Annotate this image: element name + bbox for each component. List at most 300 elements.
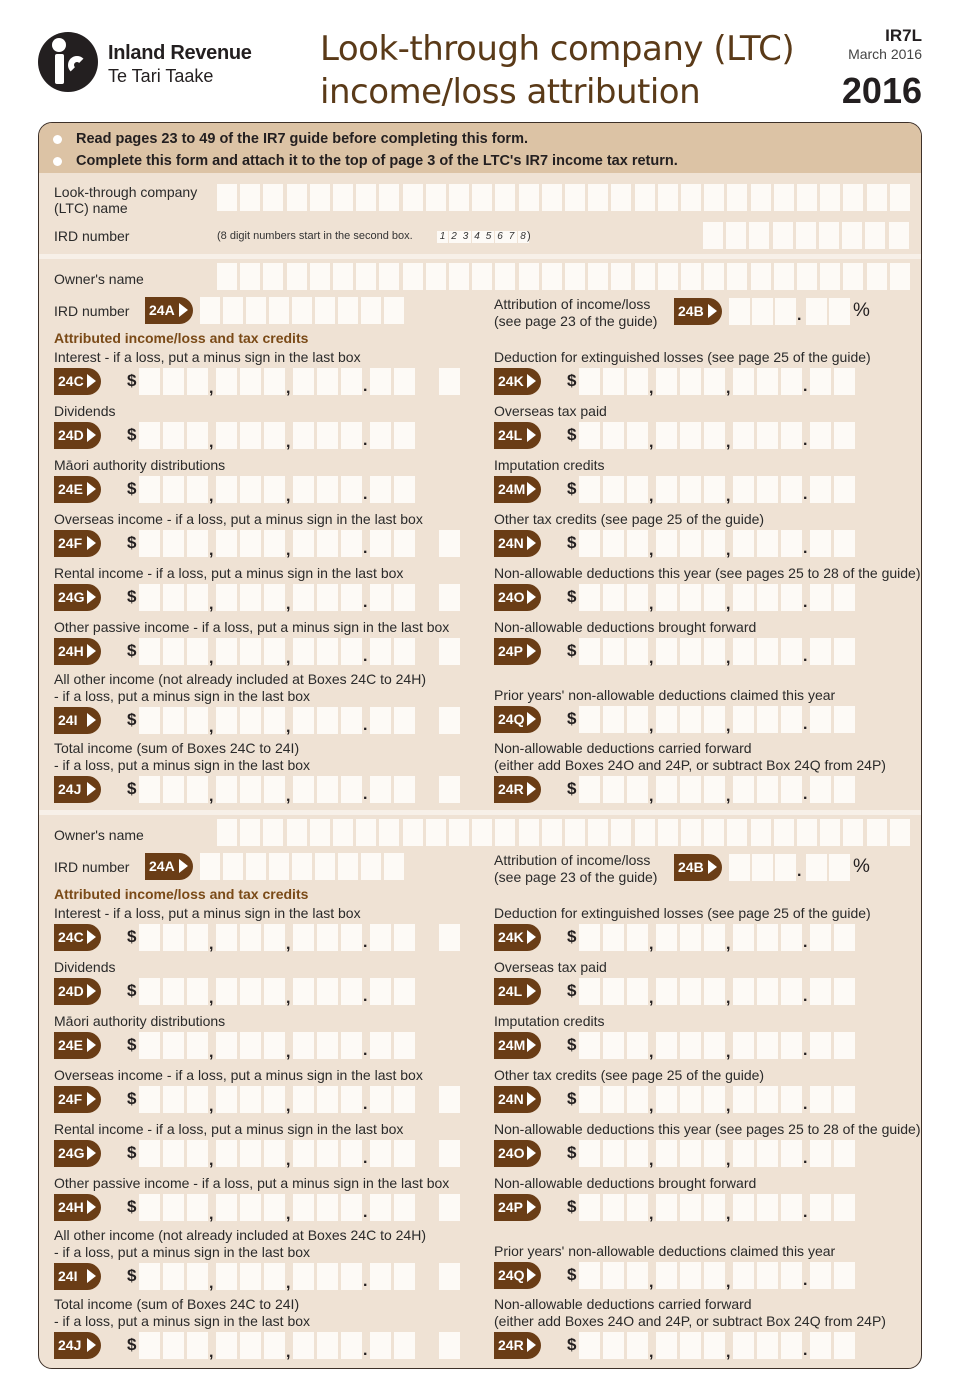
field-24e-cents-box[interactable] [370,476,391,503]
owner-name-char-box[interactable] [519,263,539,290]
field-24o-digit-box[interactable] [603,1140,624,1167]
field-24c-digit-box[interactable] [139,924,160,951]
field-24g-digit-box[interactable] [139,1140,160,1167]
ltc-name-char-box[interactable] [704,184,724,211]
field-24d-digit-box[interactable] [216,422,237,449]
field-24p-digit-box[interactable] [627,638,648,665]
field-24m-cents-box[interactable] [810,476,831,503]
field-24h-digit-box[interactable] [264,638,285,665]
field-24k-digit-box[interactable] [656,924,677,951]
owner-name-char-box[interactable] [774,819,794,846]
owner-name-char-box[interactable] [751,819,771,846]
owner-name-char-box[interactable] [472,263,492,290]
owner-name-char-box[interactable] [495,819,515,846]
field-24h-digit-box[interactable] [163,638,184,665]
field-24r-digit-box[interactable] [781,776,802,803]
field-24g-sign-box[interactable] [439,1140,460,1167]
field-24g-digit-box[interactable] [264,584,285,611]
field-24d-digit-box[interactable] [240,978,261,1005]
field-24o-cents-box[interactable] [810,1140,831,1167]
owner-name-char-box[interactable] [774,263,794,290]
owner-name-char-box[interactable] [565,263,585,290]
field-24l-cents-box[interactable] [810,978,831,1005]
field-24r-digit-box[interactable] [704,1332,725,1359]
field-24r-digit-box[interactable] [656,776,677,803]
ltc-ird-digit-box[interactable] [703,222,723,249]
field-24r-digit-box[interactable] [627,776,648,803]
field-24j-digit-box[interactable] [341,776,362,803]
field-24h-cents-box[interactable] [370,1194,391,1221]
field-24l-digit-box[interactable] [781,978,802,1005]
field-24h-digit-box[interactable] [341,638,362,665]
owner-name-char-box[interactable] [217,819,237,846]
field-24k-digit-box[interactable] [704,368,725,395]
field-24m-cents-box[interactable] [810,1032,831,1059]
field-24j-digit-box[interactable] [264,776,285,803]
field-24j-digit-box[interactable] [187,776,208,803]
field-24e-digit-box[interactable] [240,476,261,503]
ltc-name-char-box[interactable] [333,184,353,211]
owner-name-char-box[interactable] [356,263,376,290]
field-24q-cents-box[interactable] [810,1262,831,1289]
field-24h-digit-box[interactable] [163,1194,184,1221]
field-24o-digit-box[interactable] [680,1140,701,1167]
field-24d-digit-box[interactable] [264,978,285,1005]
field-24k-digit-box[interactable] [579,368,600,395]
field-24p-digit-box[interactable] [603,1194,624,1221]
owner-name-char-box[interactable] [611,263,631,290]
ltc-name-char-box[interactable] [519,184,539,211]
field-24c-digit-box[interactable] [240,924,261,951]
field-24i-digit-box[interactable] [240,707,261,734]
field-24n-digit-box[interactable] [627,1086,648,1113]
field-24m-digit-box[interactable] [733,476,754,503]
owner-name-char-box[interactable] [658,263,678,290]
field-24l-digit-box[interactable] [603,422,624,449]
field-24n-digit-box[interactable] [733,530,754,557]
field-24g-digit-box[interactable] [240,1140,261,1167]
field-24m-cents-box[interactable] [834,1032,855,1059]
field-24p-digit-box[interactable] [781,638,802,665]
owner-name-char-box[interactable] [588,263,608,290]
ltc-name-char-box[interactable] [449,184,469,211]
field-24q-digit-box[interactable] [704,706,725,733]
ltc-ird-digit-box[interactable] [796,222,816,249]
field-24i-cents-box[interactable] [394,707,415,734]
field-24l-cents-box[interactable] [834,422,855,449]
owner-name-char-box[interactable] [727,263,747,290]
field-24i-digit-box[interactable] [187,1263,208,1290]
field-24p-cents-box[interactable] [810,638,831,665]
owner-ird-digit-box[interactable] [269,297,289,324]
field-24p-digit-box[interactable] [680,1194,701,1221]
owner-name-char-box[interactable] [240,819,260,846]
field-24j-digit-box[interactable] [163,1332,184,1359]
field-24n-cents-box[interactable] [834,530,855,557]
field-24i-digit-box[interactable] [163,1263,184,1290]
field-24e-digit-box[interactable] [163,1032,184,1059]
field-24g-digit-box[interactable] [187,1140,208,1167]
field-24c-digit-box[interactable] [264,924,285,951]
field-24r-digit-box[interactable] [757,1332,778,1359]
field-24o-digit-box[interactable] [704,1140,725,1167]
field-24f-cents-box[interactable] [394,1086,415,1113]
field-24r-digit-box[interactable] [680,776,701,803]
field-24r-cents-box[interactable] [810,776,831,803]
field-24l-digit-box[interactable] [733,422,754,449]
ltc-name-char-box[interactable] [727,184,747,211]
field-24h-digit-box[interactable] [341,1194,362,1221]
owner-name-char-box[interactable] [681,819,701,846]
field-24i-digit-box[interactable] [264,707,285,734]
field-24i-digit-box[interactable] [341,707,362,734]
field-24d-digit-box[interactable] [163,422,184,449]
field-24q-cents-box[interactable] [810,706,831,733]
field-24d-cents-box[interactable] [394,978,415,1005]
field-24h-digit-box[interactable] [317,1194,338,1221]
field-24j-digit-box[interactable] [264,1332,285,1359]
field-24f-digit-box[interactable] [187,1086,208,1113]
ltc-name-char-box[interactable] [217,184,237,211]
field-24g-digit-box[interactable] [341,1140,362,1167]
owner-name-char-box[interactable] [217,263,237,290]
field-24l-digit-box[interactable] [603,978,624,1005]
ltc-name-char-box[interactable] [843,184,863,211]
owner-name-char-box[interactable] [495,263,515,290]
field-24q-digit-box[interactable] [579,1262,600,1289]
field-24o-digit-box[interactable] [656,584,677,611]
ltc-name-char-box[interactable] [820,184,840,211]
field-24h-cents-box[interactable] [394,1194,415,1221]
field-24k-cents-box[interactable] [834,368,855,395]
field-24e-digit-box[interactable] [341,476,362,503]
field-24p-cents-box[interactable] [810,1194,831,1221]
field-24k-digit-box[interactable] [680,368,701,395]
attribution-decimal-box[interactable] [829,854,850,881]
field-24o-digit-box[interactable] [757,584,778,611]
field-24j-digit-box[interactable] [240,1332,261,1359]
ltc-ird-digit-box[interactable] [819,222,839,249]
field-24q-digit-box[interactable] [757,1262,778,1289]
owner-name-char-box[interactable] [890,819,910,846]
field-24f-digit-box[interactable] [264,530,285,557]
field-24m-digit-box[interactable] [579,1032,600,1059]
field-24i-digit-box[interactable] [216,1263,237,1290]
field-24q-digit-box[interactable] [781,1262,802,1289]
field-24q-digit-box[interactable] [733,1262,754,1289]
field-24q-digit-box[interactable] [656,706,677,733]
field-24i-sign-box[interactable] [439,707,460,734]
field-24h-digit-box[interactable] [317,638,338,665]
field-24d-digit-box[interactable] [163,978,184,1005]
field-24i-digit-box[interactable] [293,1263,314,1290]
field-24m-digit-box[interactable] [603,1032,624,1059]
ltc-name-char-box[interactable] [356,184,376,211]
field-24r-digit-box[interactable] [781,1332,802,1359]
owner-name-char-box[interactable] [263,819,283,846]
owner-name-char-box[interactable] [704,263,724,290]
field-24f-digit-box[interactable] [187,530,208,557]
field-24c-digit-box[interactable] [293,924,314,951]
field-24c-digit-box[interactable] [341,924,362,951]
field-24f-sign-box[interactable] [439,1086,460,1113]
field-24d-digit-box[interactable] [341,422,362,449]
ltc-name-char-box[interactable] [658,184,678,211]
ltc-name-char-box[interactable] [495,184,515,211]
field-24c-digit-box[interactable] [216,924,237,951]
field-24d-digit-box[interactable] [264,422,285,449]
field-24m-digit-box[interactable] [757,1032,778,1059]
field-24l-cents-box[interactable] [834,978,855,1005]
field-24q-digit-box[interactable] [781,706,802,733]
field-24j-digit-box[interactable] [240,776,261,803]
field-24c-sign-box[interactable] [439,368,460,395]
field-24p-digit-box[interactable] [579,1194,600,1221]
field-24d-cents-box[interactable] [370,978,391,1005]
field-24f-digit-box[interactable] [240,1086,261,1113]
field-24p-digit-box[interactable] [656,638,677,665]
field-24k-digit-box[interactable] [757,924,778,951]
field-24c-digit-box[interactable] [163,368,184,395]
field-24g-digit-box[interactable] [216,584,237,611]
field-24h-digit-box[interactable] [293,1194,314,1221]
field-24f-digit-box[interactable] [240,530,261,557]
field-24i-cents-box[interactable] [370,707,391,734]
field-24j-cents-box[interactable] [394,1332,415,1359]
field-24j-digit-box[interactable] [139,776,160,803]
field-24m-digit-box[interactable] [781,1032,802,1059]
field-24h-digit-box[interactable] [240,1194,261,1221]
field-24i-sign-box[interactable] [439,1263,460,1290]
ltc-name-char-box[interactable] [774,184,794,211]
field-24f-digit-box[interactable] [341,530,362,557]
field-24k-digit-box[interactable] [627,368,648,395]
owner-name-char-box[interactable] [472,819,492,846]
owner-ird-digit-box[interactable] [384,297,404,324]
owner-ird-digit-box[interactable] [384,853,404,880]
owner-name-char-box[interactable] [310,819,330,846]
field-24c-digit-box[interactable] [317,368,338,395]
field-24d-digit-box[interactable] [187,422,208,449]
field-24j-digit-box[interactable] [317,776,338,803]
field-24e-cents-box[interactable] [394,476,415,503]
field-24g-cents-box[interactable] [394,584,415,611]
field-24e-digit-box[interactable] [293,476,314,503]
owner-name-char-box[interactable] [287,819,307,846]
field-24o-digit-box[interactable] [781,584,802,611]
field-24p-cents-box[interactable] [834,638,855,665]
field-24r-digit-box[interactable] [579,1332,600,1359]
owner-name-char-box[interactable] [263,263,283,290]
field-24n-digit-box[interactable] [579,1086,600,1113]
owner-name-char-box[interactable] [704,819,724,846]
field-24i-digit-box[interactable] [187,707,208,734]
field-24i-digit-box[interactable] [317,1263,338,1290]
field-24f-digit-box[interactable] [317,530,338,557]
owner-ird-digit-box[interactable] [315,297,335,324]
field-24n-digit-box[interactable] [680,530,701,557]
owner-name-char-box[interactable] [403,819,423,846]
field-24i-digit-box[interactable] [139,707,160,734]
field-24r-digit-box[interactable] [579,776,600,803]
field-24m-digit-box[interactable] [627,476,648,503]
field-24f-digit-box[interactable] [293,1086,314,1113]
field-24e-digit-box[interactable] [317,1032,338,1059]
field-24n-digit-box[interactable] [603,1086,624,1113]
field-24m-digit-box[interactable] [680,476,701,503]
field-24l-digit-box[interactable] [781,422,802,449]
owner-name-char-box[interactable] [611,819,631,846]
field-24g-cents-box[interactable] [394,1140,415,1167]
ltc-name-char-box[interactable] [263,184,283,211]
owner-ird-digit-box[interactable] [223,853,243,880]
owner-name-char-box[interactable] [240,263,260,290]
ltc-name-char-box[interactable] [403,184,423,211]
field-24j-cents-box[interactable] [370,1332,391,1359]
ltc-name-char-box[interactable] [797,184,817,211]
field-24l-digit-box[interactable] [579,422,600,449]
field-24m-digit-box[interactable] [627,1032,648,1059]
field-24p-digit-box[interactable] [757,1194,778,1221]
field-24k-digit-box[interactable] [757,368,778,395]
field-24r-cents-box[interactable] [834,1332,855,1359]
field-24n-digit-box[interactable] [579,530,600,557]
owner-name-char-box[interactable] [635,263,655,290]
field-24e-digit-box[interactable] [163,476,184,503]
field-24o-cents-box[interactable] [834,1140,855,1167]
attribution-decimal-box[interactable] [829,298,850,325]
field-24e-digit-box[interactable] [240,1032,261,1059]
field-24o-cents-box[interactable] [834,584,855,611]
field-24m-cents-box[interactable] [834,476,855,503]
field-24k-cents-box[interactable] [810,368,831,395]
field-24l-digit-box[interactable] [757,978,778,1005]
field-24i-digit-box[interactable] [341,1263,362,1290]
field-24o-digit-box[interactable] [627,1140,648,1167]
field-24m-digit-box[interactable] [579,476,600,503]
owner-name-char-box[interactable] [820,263,840,290]
field-24o-digit-box[interactable] [579,584,600,611]
field-24l-digit-box[interactable] [680,978,701,1005]
ltc-name-char-box[interactable] [426,184,446,211]
owner-ird-digit-box[interactable] [292,853,312,880]
field-24e-cents-box[interactable] [394,1032,415,1059]
field-24n-digit-box[interactable] [704,530,725,557]
field-24j-digit-box[interactable] [341,1332,362,1359]
field-24e-digit-box[interactable] [187,1032,208,1059]
field-24p-digit-box[interactable] [579,638,600,665]
owner-name-char-box[interactable] [542,819,562,846]
field-24e-digit-box[interactable] [187,476,208,503]
field-24f-cents-box[interactable] [370,530,391,557]
field-24h-cents-box[interactable] [394,638,415,665]
field-24c-sign-box[interactable] [439,924,460,951]
field-24f-cents-box[interactable] [370,1086,391,1113]
field-24h-digit-box[interactable] [216,1194,237,1221]
owner-name-char-box[interactable] [727,819,747,846]
owner-name-char-box[interactable] [449,263,469,290]
field-24c-digit-box[interactable] [264,368,285,395]
field-24k-digit-box[interactable] [781,368,802,395]
field-24e-digit-box[interactable] [341,1032,362,1059]
field-24l-digit-box[interactable] [680,422,701,449]
field-24d-digit-box[interactable] [293,978,314,1005]
field-24f-digit-box[interactable] [139,530,160,557]
field-24m-digit-box[interactable] [781,476,802,503]
ltc-name-char-box[interactable] [611,184,631,211]
field-24n-digit-box[interactable] [603,530,624,557]
field-24q-cents-box[interactable] [834,1262,855,1289]
field-24k-digit-box[interactable] [603,368,624,395]
field-24i-digit-box[interactable] [216,707,237,734]
field-24e-digit-box[interactable] [216,476,237,503]
ltc-ird-digit-box[interactable] [842,222,862,249]
field-24d-digit-box[interactable] [341,978,362,1005]
field-24o-cents-box[interactable] [810,584,831,611]
field-24e-digit-box[interactable] [264,1032,285,1059]
field-24g-digit-box[interactable] [293,1140,314,1167]
field-24n-digit-box[interactable] [781,1086,802,1113]
field-24n-digit-box[interactable] [781,530,802,557]
field-24p-digit-box[interactable] [704,638,725,665]
field-24d-digit-box[interactable] [139,422,160,449]
field-24e-digit-box[interactable] [139,1032,160,1059]
field-24h-digit-box[interactable] [187,1194,208,1221]
field-24q-digit-box[interactable] [627,706,648,733]
field-24n-digit-box[interactable] [656,530,677,557]
field-24j-sign-box[interactable] [439,1332,460,1359]
field-24g-digit-box[interactable] [240,584,261,611]
field-24g-digit-box[interactable] [187,584,208,611]
owner-name-char-box[interactable] [310,263,330,290]
field-24r-digit-box[interactable] [680,1332,701,1359]
owner-ird-digit-box[interactable] [361,853,381,880]
field-24c-digit-box[interactable] [317,924,338,951]
ltc-name-char-box[interactable] [635,184,655,211]
field-24p-cents-box[interactable] [834,1194,855,1221]
field-24m-digit-box[interactable] [757,476,778,503]
ltc-name-char-box[interactable] [379,184,399,211]
field-24c-digit-box[interactable] [163,924,184,951]
field-24j-cents-box[interactable] [370,776,391,803]
owner-ird-digit-box[interactable] [338,297,358,324]
field-24g-digit-box[interactable] [317,584,338,611]
field-24c-digit-box[interactable] [187,368,208,395]
attribution-digit-box[interactable] [752,298,773,325]
owner-name-char-box[interactable] [426,819,446,846]
owner-name-char-box[interactable] [843,819,863,846]
field-24e-digit-box[interactable] [264,476,285,503]
owner-name-char-box[interactable] [542,263,562,290]
field-24e-digit-box[interactable] [293,1032,314,1059]
field-24i-digit-box[interactable] [240,1263,261,1290]
field-24k-digit-box[interactable] [579,924,600,951]
owner-name-char-box[interactable] [333,819,353,846]
field-24r-digit-box[interactable] [733,776,754,803]
ltc-ird-digit-box[interactable] [749,222,769,249]
field-24l-digit-box[interactable] [656,422,677,449]
field-24j-digit-box[interactable] [216,776,237,803]
field-24c-digit-box[interactable] [187,924,208,951]
field-24j-cents-box[interactable] [394,776,415,803]
owner-name-char-box[interactable] [751,263,771,290]
field-24o-digit-box[interactable] [781,1140,802,1167]
field-24r-digit-box[interactable] [603,776,624,803]
field-24r-digit-box[interactable] [603,1332,624,1359]
field-24q-digit-box[interactable] [733,706,754,733]
field-24i-cents-box[interactable] [394,1263,415,1290]
field-24p-digit-box[interactable] [627,1194,648,1221]
